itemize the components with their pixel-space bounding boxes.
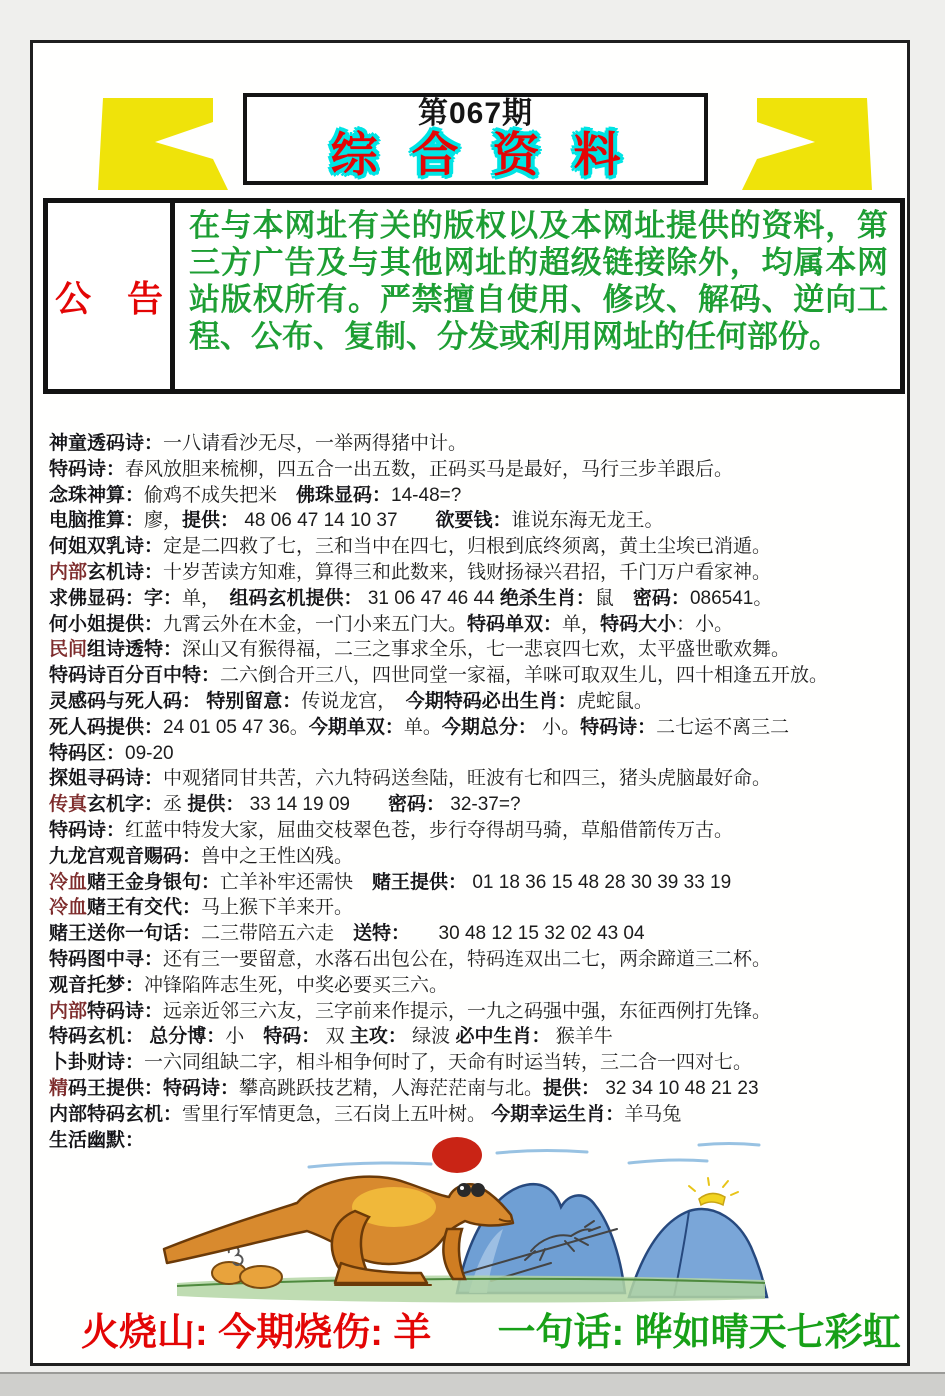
tip-label: 特码： xyxy=(263,1026,321,1048)
crown-sun-icon xyxy=(689,1178,738,1205)
tip-content: 小。 xyxy=(536,716,581,738)
tip-label: 何姐双乳诗： xyxy=(49,536,164,558)
tip-label: 送特： xyxy=(353,923,401,945)
tip-label: 码王提供：特码诗： xyxy=(68,1077,240,1099)
footer-line xyxy=(81,1301,901,1356)
tip-label: 神童透码诗： xyxy=(49,433,164,454)
tip-content: 雪里行军情更急，三石岗上五叶树。 xyxy=(182,1103,492,1125)
tip-label: 今期单双： xyxy=(308,716,404,738)
tip-content: 086541。 xyxy=(689,587,773,609)
tip-content: ：小。 xyxy=(676,613,734,635)
tip-label: 特码大小 xyxy=(600,613,677,635)
tip-label: 念珠神算： xyxy=(49,484,145,506)
tip-label: 内部特码玄机： xyxy=(49,1103,183,1125)
tip-content: 马上猴下羊来开。 xyxy=(201,897,354,919)
tip-line xyxy=(49,947,905,973)
tip-content: 鼠 xyxy=(594,587,633,609)
tip-content: 32-37=? xyxy=(445,794,521,816)
tip-content: 传说龙宫， xyxy=(301,690,406,712)
sky-streaks-icon xyxy=(309,1144,759,1168)
money-bags-icon xyxy=(212,1246,282,1288)
tip-content: 偷鸡不成失把米 xyxy=(144,484,297,506)
tip-content: 单。 xyxy=(403,716,442,738)
issue-number: 第067期 xyxy=(417,97,534,130)
tip-content: 中观猪同甘共苦，六九特码送叁陆，旺波有七和四三，猪头虎脑最好命。 xyxy=(163,768,772,790)
tip-content: 兽中之王性凶残。 xyxy=(201,845,354,867)
tip-line xyxy=(49,818,905,844)
ribbon-right-icon xyxy=(741,96,873,192)
tip-line xyxy=(49,999,905,1025)
tip-line xyxy=(49,715,905,741)
tip-label: 特码诗： xyxy=(580,716,657,738)
tip-content: 二七运不离三二 xyxy=(656,716,790,738)
page-title: 综合资料 xyxy=(330,128,655,181)
ribbon-left-icon xyxy=(97,96,229,192)
tip-content: 十岁苦读方知难，算得三和此数来，钱财扬禄兴君招，千门万户看家神。 xyxy=(163,561,772,583)
tip-content: 亡羊补牢还需快 xyxy=(220,871,373,893)
tip-label: 提供： xyxy=(543,1077,601,1099)
tip-line xyxy=(49,792,905,818)
tip-label: 冷血 xyxy=(49,871,88,893)
tip-label: 九龙宫观音赐码： xyxy=(49,845,202,867)
tip-content: 冲锋陷阵志生死，中奖必要买三六。 xyxy=(144,974,449,996)
tip-label: 何小姐提供： xyxy=(49,613,164,635)
tip-content: 深山又有猴得福，二三之事求全乐，七一悲哀四七欢，太平盛世歌欢舞。 xyxy=(182,639,791,661)
tip-content: 24 01 05 47 36。 xyxy=(163,716,309,738)
tip-line xyxy=(49,895,905,921)
tip-content: 32 34 10 48 21 23 xyxy=(600,1077,759,1099)
tip-line xyxy=(49,1050,905,1076)
tip-label: 灵感码与死人码： 特别留意： xyxy=(49,690,302,712)
tip-line xyxy=(49,921,905,947)
tip-label: 传真 xyxy=(49,794,88,816)
announcement-box xyxy=(43,198,905,394)
tip-label: 组码玄机提供： xyxy=(229,587,363,609)
burn-mountain-text: 火烧山: 今期烧伤: 羊 xyxy=(81,1312,432,1354)
tip-line xyxy=(49,586,905,612)
tip-label: 提供： xyxy=(187,794,245,816)
tip-content: 九霄云外在木金，一门小来五门大。 xyxy=(163,613,468,635)
tip-content: 羊马兔 xyxy=(624,1103,682,1125)
tip-content: 廖， xyxy=(144,510,183,532)
tip-label: 求佛显码：字： xyxy=(49,587,183,609)
tips-body xyxy=(49,431,905,1153)
tip-content: 双 xyxy=(320,1026,350,1048)
tip-line xyxy=(49,766,905,792)
tip-label: 欲要钱： xyxy=(435,510,512,532)
tip-content: 猴羊牛 xyxy=(550,1026,613,1048)
tip-content: 丞 xyxy=(163,794,188,816)
tip-line xyxy=(49,431,905,457)
cartoon-illustration xyxy=(159,1133,789,1311)
tip-line xyxy=(49,534,905,560)
tip-content: 远亲近邻三六友，三字前来作提示，一九之码强中强，东征西例打先锋。 xyxy=(163,1000,772,1022)
tip-label: 卜卦财诗： xyxy=(49,1052,145,1074)
tip-label: 特码诗： xyxy=(49,458,126,480)
tip-content: 01 18 36 15 48 28 30 39 33 19 xyxy=(467,871,732,893)
tip-label: 冷血 xyxy=(49,897,88,919)
tip-content: 单， xyxy=(562,613,601,635)
tip-line xyxy=(49,689,905,715)
tip-line xyxy=(49,870,905,896)
tip-content: 二六倒合开三八，四世同堂一家福，羊咪可取双生儿，四十相逢五开放。 xyxy=(220,665,829,687)
tip-label: 今期特码必出生肖： xyxy=(405,690,577,712)
tip-label: 玄机诗： xyxy=(87,561,164,583)
tip-content: 二三带陪五六走 xyxy=(201,923,354,945)
tip-content: 一六同组缺二字，相斗相争何时了，天命有时运当转，三二合一四对七。 xyxy=(144,1052,753,1074)
tip-content: 红蓝中特发大家，屈曲交枝翠色苍，步行夺得胡马骑，草船借箭传万古。 xyxy=(125,819,734,841)
tip-label: 特码诗百分百中特： xyxy=(49,665,221,687)
scan-edge-strip xyxy=(0,1372,945,1396)
tip-label: 密码： xyxy=(632,587,690,609)
tip-line xyxy=(49,483,905,509)
tip-label: 今期幸运生肖： xyxy=(491,1103,625,1125)
tip-line xyxy=(49,663,905,689)
one-sentence-text: 一句话: 晔如晴天七彩虹 xyxy=(497,1312,901,1354)
tip-label: 死人码提供： xyxy=(49,716,164,738)
tip-label: 内部 xyxy=(49,561,88,583)
announcement-label: 公 告 xyxy=(48,203,175,389)
tip-content: 14-48=? xyxy=(391,484,462,506)
tip-label: 观音托梦： xyxy=(49,974,145,996)
tip-label: 探姐寻码诗： xyxy=(49,768,164,790)
tip-content: 30 48 12 15 32 02 43 04 xyxy=(400,923,645,945)
tip-label: 组诗透特： xyxy=(87,639,183,661)
tip-label: 特码诗： xyxy=(49,819,126,841)
tip-label: 电脑推算： xyxy=(49,510,145,532)
tip-label: 特码诗： xyxy=(87,1000,164,1022)
tip-content: 33 14 19 09 xyxy=(244,794,388,816)
tip-line xyxy=(49,612,905,638)
tip-label: 密码： xyxy=(387,794,445,816)
tip-label: 赌王送你一句话： xyxy=(49,923,202,945)
tip-label: 赌王金身银句： xyxy=(87,871,221,893)
tip-content: 小 xyxy=(225,1026,264,1048)
tip-line xyxy=(49,508,905,534)
tip-line xyxy=(49,844,905,870)
tip-line xyxy=(49,741,905,767)
tip-sheet-page xyxy=(30,40,910,1366)
tip-label: 必中生肖： xyxy=(455,1026,551,1048)
tip-label: 佛珠显码： xyxy=(296,484,392,506)
announcement-text: 在与本网址有关的版权以及本网址提供的资料，第三方广告及与其他网址的超级链接除外，均属本网站版权所有。严禁擅自使用、修改、解码、逆向工程、公布、复制、分发或利用网址的任何部份。 xyxy=(189,208,888,354)
tip-line xyxy=(49,1024,905,1050)
tip-label: 赌王有交代： xyxy=(87,897,202,919)
tip-line xyxy=(49,1102,905,1128)
tip-label: 民间 xyxy=(49,639,88,661)
tip-label: 特码玄机： 总分博： xyxy=(49,1026,226,1048)
tip-label: 提供： xyxy=(182,510,240,532)
tip-content: 绿波 xyxy=(406,1026,456,1048)
tip-content: 攀高跳跃技艺精，人海茫茫南与北。 xyxy=(239,1077,544,1099)
title-box xyxy=(243,93,708,185)
tip-label: 赌王提供： xyxy=(372,871,468,893)
tip-content: 09-20 xyxy=(125,742,174,764)
tip-content: 单， xyxy=(182,587,230,609)
tip-line xyxy=(49,973,905,999)
tip-label: 精 xyxy=(49,1077,69,1099)
tip-label: 特码区： xyxy=(49,742,126,764)
tip-content: 还有三一要留意，水落石出包公在，特码连双出二七，两余蹄道三二杯。 xyxy=(163,948,772,970)
tip-label: 特码图中寻： xyxy=(49,948,164,970)
tip-content: 定是二四救了七，三和当中在四七，归根到底终须离，黄土尘埃已消遁。 xyxy=(163,536,772,558)
tip-label: 生活幽默： xyxy=(49,1129,145,1151)
tip-label: 主攻： xyxy=(349,1026,407,1048)
tip-content: 虎蛇鼠。 xyxy=(576,690,653,712)
tip-content: 一八请看沙无尽，一举两得猪中计。 xyxy=(163,433,468,454)
tip-label: 绝杀生肖： xyxy=(499,587,595,609)
tip-content: 48 06 47 14 10 37 xyxy=(239,510,436,532)
red-sun-icon xyxy=(432,1137,482,1173)
tip-label: 今期总分： xyxy=(441,716,537,738)
tip-content: 谁说东海无龙王。 xyxy=(511,510,664,532)
tip-label: 玄机字： xyxy=(87,794,164,816)
tip-label: 内部 xyxy=(49,1000,88,1022)
tip-content: 春风放胆来梳柳，四五合一出五数，正码买马是最好，马行三步羊跟后。 xyxy=(125,458,734,480)
tip-line xyxy=(49,1076,905,1102)
tip-line xyxy=(49,457,905,483)
tip-label: 特码单双： xyxy=(467,613,563,635)
tip-content: 31 06 47 46 44 xyxy=(362,587,500,609)
tip-line xyxy=(49,560,905,586)
tip-line xyxy=(49,637,905,663)
